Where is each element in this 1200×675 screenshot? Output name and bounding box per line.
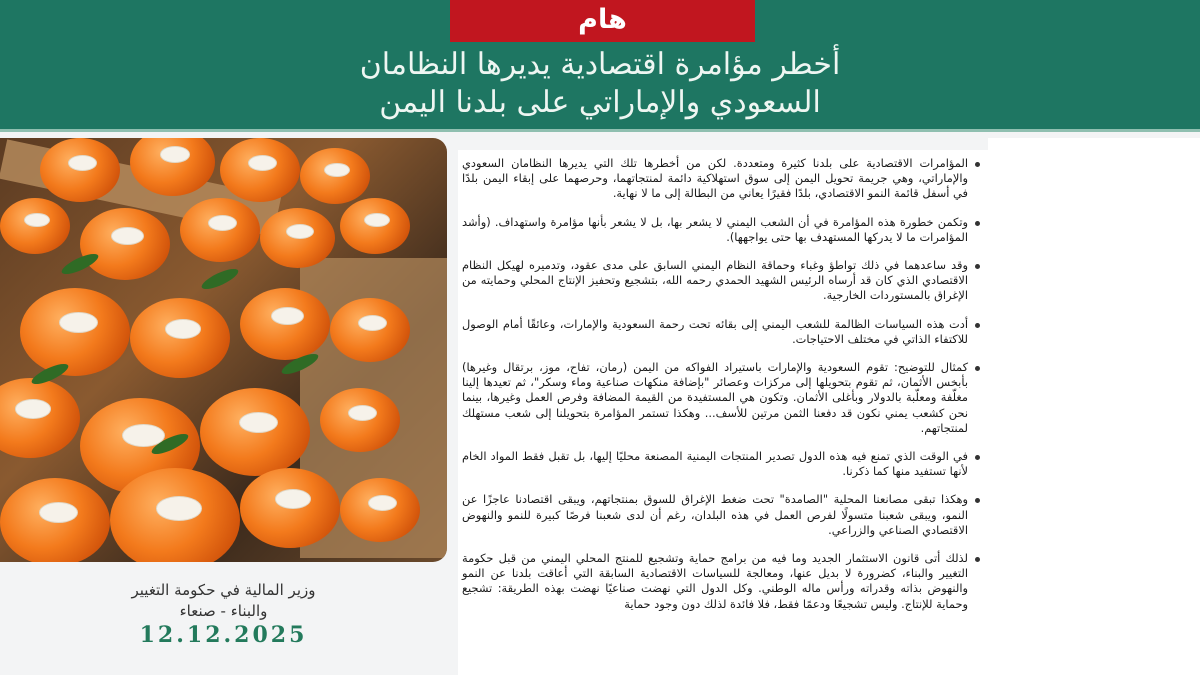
paragraph: في الوقت الذي تمنع فيه هذه الدول تصدير المنتجات اليمنية المصنعة محليًا إليها، بل تقبل فقط المواد الخام لأنها تستفيد منها كما ذكرنا. bbox=[462, 449, 980, 479]
paragraph: المؤامرات الاقتصادية على بلدنا كثيرة ومتعددة. لكن من أخطرها تلك التي يديرها النظامان السعودي والإماراتي، وهي جريمة تحويل اليمن إلى سوق استهلاكية دائمة لمنتجاتهما، وحرصهما على إبقاء اليمن بلدًا في أسفل قائمة النمو الاقتصادي، بلدًا فقيرًا يعاني من البطالة إلى ما لا نهاية. bbox=[462, 156, 980, 202]
orange bbox=[240, 468, 340, 548]
fruit-sticker bbox=[60, 313, 97, 332]
orange bbox=[330, 298, 410, 362]
orange bbox=[40, 138, 120, 202]
fruit-sticker bbox=[40, 503, 77, 522]
fruit-sticker bbox=[359, 316, 386, 330]
paragraph: وقد ساعدهما في ذلك تواطؤ وغباء وحماقة النظام اليمني السابق على مدى عقود، وتدميره لهيكل النظام الاقتصادي الذي كان قد أرساه الرئيس الشهيد الحمدي رحمه الله، بتشجيع وتحفيز الإنتاج المحلي وحمايته من الإغراق بالمستوردات الخارجية. bbox=[462, 258, 980, 304]
fruit-sticker bbox=[349, 406, 376, 420]
paragraph: وتكمن خطورة هذه المؤامرة في أن الشعب اليمني لا يشعر بها، بل لا يشعر بأنها مؤامرة واستهداف. (وأشد المؤامرات ما لا يدركها المستهدف بها حتى يواجهها). bbox=[462, 215, 980, 245]
fruit-sticker bbox=[25, 214, 49, 226]
important-badge: هام bbox=[450, 0, 755, 42]
fruit-sticker bbox=[369, 496, 396, 510]
orange bbox=[340, 478, 420, 542]
date: 12.12.2025 bbox=[139, 622, 308, 648]
orange bbox=[180, 198, 260, 262]
bullet-list bbox=[462, 156, 980, 612]
title-line-1: أخطر مؤامرة اقتصادية يديرها النظامان bbox=[359, 47, 841, 82]
paragraph: أدت هذه السياسات الظالمة للشعب اليمني إلى بقائه تحت رحمة السعودية والإمارات، وعائقًا أمام الوصول للاكتفاء الذاتي في مختلف الاحتياجات. bbox=[462, 317, 980, 347]
page-title bbox=[200, 46, 1000, 122]
paragraph: كمثال للتوضيح: تقوم السعودية والإمارات باستيراد الفواكه من اليمن (رمان، تفاح، موز، برتقال وغيرها) بأبخس الأثمان، ثم تقوم بتحويلها إلى مركزات وعصائر "بإضافة منكهات صناعية وماء وسكر"، ثم تعيدها إلينا مغلّفة ومعلّبة بالدولار وبأغلى الأثمان. وتكون هي المستفيدة من القيمة المضافة وفرص العمل وغيرها، بينما نحن كشعب يمني نكون قد دفعنا الثمن مرتين للأسف... وهكذا تستمر المؤامرة بتحويلنا إلى شعب مستهلك لمنتجاتهم. bbox=[462, 360, 980, 436]
fruit-sticker bbox=[69, 156, 96, 170]
orange bbox=[110, 468, 240, 562]
fruit-sticker bbox=[276, 490, 310, 508]
fruit-sticker bbox=[16, 400, 50, 418]
orange bbox=[0, 378, 80, 458]
right-margin bbox=[988, 138, 1200, 675]
orange bbox=[220, 138, 300, 202]
orange bbox=[0, 198, 70, 254]
orange bbox=[80, 208, 170, 280]
fruit-sticker bbox=[166, 320, 200, 338]
fruit-sticker bbox=[112, 228, 143, 244]
orange bbox=[260, 208, 335, 268]
signature-line-1: وزير المالية في حكومة التغيير bbox=[131, 581, 316, 599]
paragraph: وهكذا تبقى مصانعنا المحلية "الصامدة" تحت ضغط الإغراق للسوق بمنتجاتهم، ويبقى اقتصادنا عاجزًا عن النمو، ويبقى شعبنا متسولًا لفرص العمل في هذه البلدان، رغم أن لدى شعبنا فرصًا كبيرة للنمو والنهوض الاقتصادي الصناعي والزراعي. bbox=[462, 492, 980, 538]
orange bbox=[0, 478, 110, 562]
orange bbox=[320, 388, 400, 452]
signature-block bbox=[0, 580, 447, 648]
orange bbox=[20, 288, 130, 376]
orange bbox=[130, 298, 230, 378]
orange bbox=[340, 198, 410, 254]
article-body bbox=[458, 150, 988, 675]
orange bbox=[240, 288, 330, 360]
leaf bbox=[199, 265, 240, 293]
fruit-sticker bbox=[325, 164, 349, 176]
fruit-sticker bbox=[161, 147, 190, 162]
fruit-sticker bbox=[272, 308, 303, 324]
paragraph: لذلك أتى قانون الاستثمار الجديد وما فيه من برامج حماية وتشجيع للمنتج المحلي اليمني من قبل حكومة التغيير والبناء، كضرورة لا بديل عنها، ومعالجة للسياسات الاقتصادية السابقة التي أعاقت بلدنا عن النمو والنهوض بذاته وقدراته ورأس ماله الوطني. وكل الدول التي نهضت صناعيًا نهضت بهذه الطريقة: تشجيع وحماية للإنتاج. وليس تشجيعًا ودعمًا فقط، فلا فائدة لذلك دون وجود حماية bbox=[462, 551, 980, 612]
fruit-sticker bbox=[209, 216, 236, 230]
fruit-sticker bbox=[240, 413, 277, 432]
title-line-2: السعودي والإماراتي على بلدنا اليمن bbox=[379, 85, 821, 120]
orange bbox=[300, 148, 370, 204]
signature-line-2: والبناء - صنعاء bbox=[179, 602, 268, 620]
orange bbox=[200, 388, 310, 476]
fruit-sticker bbox=[157, 497, 201, 520]
fruit-sticker bbox=[287, 225, 313, 238]
fruit-sticker bbox=[249, 156, 276, 170]
oranges-photo bbox=[0, 138, 447, 562]
header-banner bbox=[0, 0, 1200, 132]
fruit-sticker bbox=[365, 214, 389, 226]
